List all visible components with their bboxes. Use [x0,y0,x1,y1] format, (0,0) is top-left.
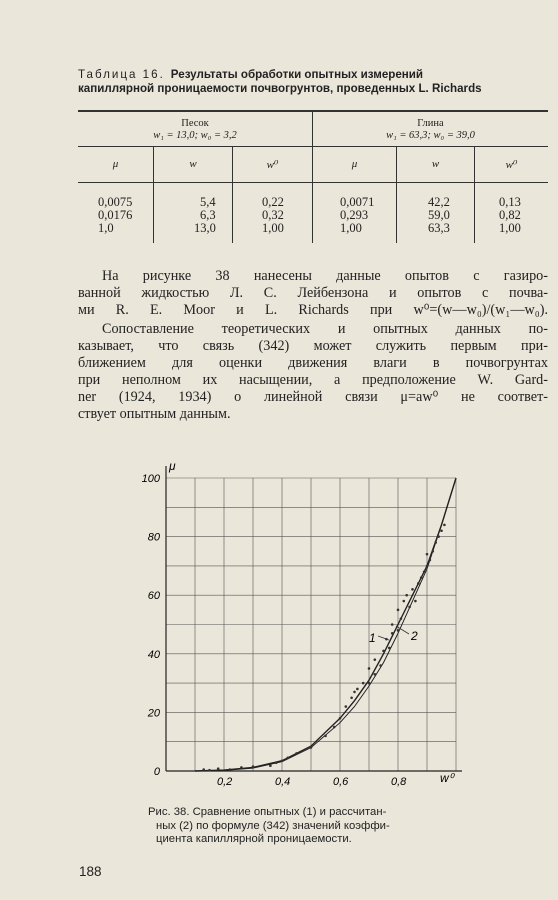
text-line: ми R. E. Moor и L. Richards при w⁰=(w—w₀)/(w₁—w₀). [78,302,548,318]
page-number: 188 [79,864,102,879]
table-cell: 0,0075 [98,195,133,209]
table-cell: 6,3 [200,208,216,222]
curve-label-1: 1 [369,631,376,645]
x-axis-label: w⁰ [440,771,454,785]
data-point [324,735,327,738]
caption-line: ных (2) по формуле (342) значений коэффи- [156,819,390,832]
chart-axes [166,466,462,771]
text-line: казывает, что связь (342) может служить первым при- [78,338,548,354]
data-point [414,600,417,603]
curve-label-1-leader [378,636,389,640]
data-point [353,691,356,694]
table-cell: 0,13 [499,195,521,209]
data-point [287,757,290,760]
x-tick-label: 0,8 [391,776,407,788]
data-point [391,623,394,626]
y-axis-label: μ [169,459,176,473]
text-line: На рисунке 38 нанесены данные опытов с газиро- [102,268,548,284]
text-line: Сопоставление теоретических и опытных данных по- [102,321,548,337]
data-point [356,688,359,691]
data-point [420,576,423,579]
data-point [408,606,411,609]
group-params: w₁ = 63,3; w₀ = 39,0 [386,130,475,141]
figure-caption [148,806,478,847]
data-point [374,658,377,661]
table-cell: 1,0 [98,221,114,235]
data-point [368,667,371,670]
data-point [281,759,284,762]
text-line: при неполном их насыщении, а предположение W. Gard- [78,372,548,388]
data-point [417,582,420,585]
column-header: w [431,158,440,170]
data-point [339,717,342,720]
curve-label-2: 2 [411,629,418,643]
data-point [388,647,391,650]
data-point [391,632,394,635]
table-cell: 13,0 [194,221,216,235]
y-tick-label: 40 [147,648,160,661]
table-label: Таблица 16. [78,68,165,81]
data-point [362,682,365,685]
column-header: μ [351,158,358,170]
group-params: w₁ = 13,0; w₀ = 3,2 [153,130,237,141]
table-title-line2: капиллярной проницаемости почвогрунтов, проведенных L. Richards [78,82,482,95]
table-cell: 1,00 [499,221,521,235]
x-tick-label: 0,4 [275,776,291,788]
chart-grid [166,478,456,771]
column-header: w⁰ [266,159,279,171]
y-tick-label: 0 [153,766,160,778]
data-point [217,767,220,770]
data-point [333,726,336,729]
data-point [240,766,243,769]
x-tick-label: 0,6 [333,776,349,788]
table-cell: 1,00 [340,221,362,235]
data-point [368,682,371,685]
data-point [426,553,429,556]
y-tick-label: 60 [147,590,160,603]
column-header: μ [112,158,119,170]
y-tick-label: 100 [141,473,160,485]
table-cell: 1,00 [262,221,284,235]
table-cell: 5,4 [200,195,216,209]
table-cell: 59,0 [428,208,450,222]
data-point [397,609,400,612]
data-point [252,765,255,768]
group-name: Песок [181,118,209,129]
data-point [443,524,446,527]
table-cell: 42,2 [428,195,450,209]
data-point [202,768,205,771]
data-point [440,529,443,532]
data-point [423,570,426,573]
table-cell: 0,82 [499,208,521,222]
data-point [374,673,377,676]
data-point [400,617,403,620]
table-cell: 0,0071 [340,195,375,209]
text-line: ближением для оценки движения влаги в почвогрунтах [78,355,548,371]
data-point [397,629,400,632]
text-line: ствует опытным данным. [78,406,231,422]
data-point [432,550,435,553]
data-point [429,559,432,562]
data-point [310,746,313,749]
table-cell: 0,0176 [98,208,133,222]
x-tick-label: 0,2 [217,776,233,788]
data-point [437,535,440,538]
y-tick-label: 20 [147,707,160,720]
data-point [434,541,437,544]
data-point [411,588,414,591]
data-point [345,705,348,708]
data-point [295,752,298,755]
caption-line: циента капиллярной проницаемости. [156,833,352,845]
data-point [382,650,385,653]
data-point [405,594,408,597]
table-title-line1: Результаты обработки опытных измерений [170,68,424,81]
column-header: w⁰ [505,159,518,171]
column-header: w [189,158,197,170]
chart-ticks [142,473,408,788]
data-point [275,761,278,764]
y-tick-label: 80 [147,531,160,544]
data-point [379,664,382,667]
table-cell: 0,22 [262,195,284,209]
text-line: ванной жидкостью Л. С. Лейбензона и опытов с почва- [78,285,548,301]
data-point [350,696,353,699]
data-point [208,769,211,772]
data-point [403,600,406,603]
table-cell: 63,3 [428,221,450,235]
group-name: Глина [417,118,444,129]
text-line: ner (1924, 1934) о линейной связи μ=aw⁰ не соответ- [78,389,548,405]
table-cell: 0,32 [262,208,284,222]
data-point [426,565,429,568]
data-point [229,768,232,771]
table-cell: 0,293 [340,208,369,222]
caption-line: Рис. 38. Сравнение опытных (1) и рассчитан- [148,806,387,818]
data-point [269,764,272,767]
